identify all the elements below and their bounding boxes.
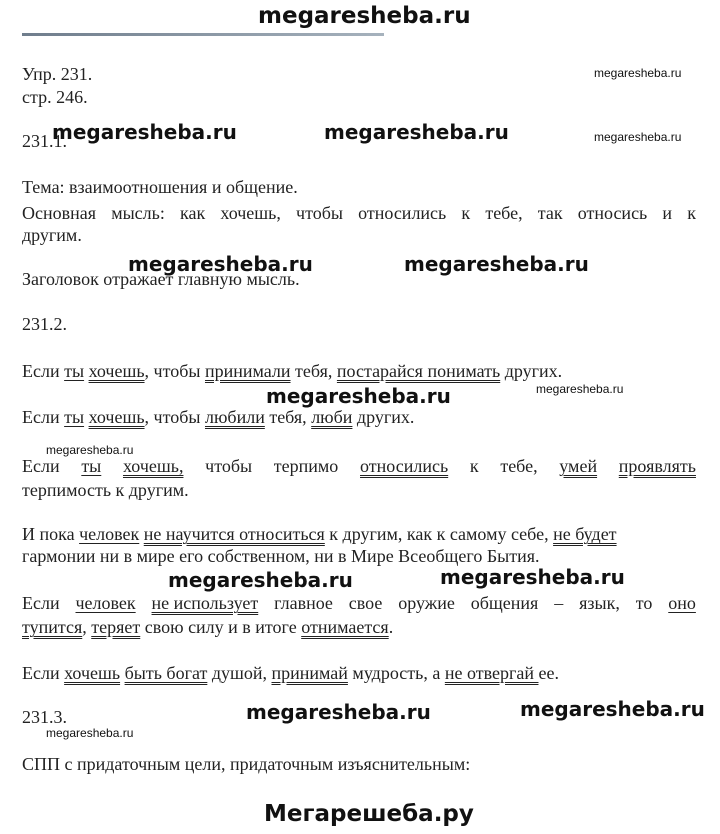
- text: И пока: [22, 524, 80, 544]
- part1-idea-line1: [22, 202, 696, 224]
- exercise-number: Упр. 231.: [22, 64, 93, 84]
- word: относились: [358, 203, 447, 223]
- predicate: хочешь: [88, 361, 145, 381]
- predicate: принимали: [204, 361, 291, 381]
- predicate: теряет: [91, 617, 141, 637]
- word: мысль:: [111, 203, 165, 223]
- word: Если: [22, 593, 60, 613]
- word: терпимо: [273, 456, 339, 476]
- word: главное: [274, 593, 333, 613]
- word: чтобы: [205, 456, 253, 476]
- sentence-5-line1: [22, 592, 696, 614]
- predicate: хочешь,: [122, 456, 184, 476]
- watermark-small: megaresheba.ru: [46, 443, 134, 457]
- sentence-3-line2: терпимость к другим.: [22, 480, 189, 500]
- watermark: megaresheba.ru: [128, 252, 313, 276]
- predicate: не использует: [151, 593, 259, 613]
- word: Основная: [22, 203, 97, 223]
- site-footer-title: Мегарешеба.ру: [264, 801, 474, 827]
- text: тебя,: [264, 407, 312, 427]
- predicate: хочешь: [64, 663, 121, 683]
- part2-label: 231.2.: [22, 314, 67, 334]
- text: , чтобы: [144, 407, 205, 427]
- watermark: megaresheba.ru: [440, 565, 625, 589]
- word: к: [461, 203, 471, 223]
- word: тебе,: [500, 456, 538, 476]
- watermark: megaresheba.ru: [324, 120, 509, 144]
- sentence-3-line1: [22, 455, 696, 477]
- word: хочешь,: [220, 203, 281, 223]
- word: Если: [22, 456, 60, 476]
- sentence-1: [22, 360, 562, 382]
- predicate: относились: [360, 456, 449, 476]
- predicate: умей: [559, 456, 598, 476]
- predicate: любили: [204, 407, 265, 427]
- text: других.: [352, 407, 415, 427]
- word: к: [469, 456, 479, 476]
- watermark: megaresheba.ru: [520, 697, 705, 721]
- part1-theme: Тема: взаимоотношения и общение.: [22, 177, 298, 197]
- predicate: не отвергай: [444, 663, 539, 683]
- text: свою силу и в итоге: [140, 617, 302, 637]
- text: ,: [82, 617, 92, 637]
- sentence-2: [22, 406, 414, 428]
- sentence-5-line2: [22, 616, 393, 638]
- word: как: [180, 203, 206, 223]
- text: к другим, как к самому себе,: [324, 524, 554, 544]
- watermark: megaresheba.ru: [404, 252, 589, 276]
- header-divider: [22, 33, 384, 36]
- watermark: megaresheba.ru: [52, 120, 237, 144]
- watermark: megaresheba.ru: [168, 568, 353, 592]
- site-header-title: megaresheba.ru: [258, 3, 471, 29]
- word: свое: [348, 593, 383, 613]
- word: общения: [470, 593, 539, 613]
- subject: человек: [79, 524, 140, 544]
- exercise-page: стр. 246.: [22, 87, 88, 107]
- watermark-small: megaresheba.ru: [594, 130, 682, 144]
- word: оружие: [398, 593, 455, 613]
- text: Если: [22, 407, 65, 427]
- text: , чтобы: [144, 361, 205, 381]
- watermark: megaresheba.ru: [266, 384, 451, 408]
- predicate: быть богат: [124, 663, 208, 683]
- predicate: принимай: [271, 663, 348, 683]
- word: чтобы: [296, 203, 343, 223]
- word: к: [687, 203, 696, 223]
- subject: человек: [75, 593, 136, 613]
- watermark-small: megaresheba.ru: [46, 726, 134, 740]
- text: ее.: [538, 663, 559, 683]
- predicate: отнимается: [301, 617, 389, 637]
- word: относись: [577, 203, 648, 223]
- predicate: не будет: [553, 524, 617, 544]
- part1-title-note: Заголовок отражает главную мысль.: [22, 269, 300, 289]
- predicate: хочешь: [88, 407, 145, 427]
- predicate: проявлять: [618, 456, 696, 476]
- word: то: [635, 593, 653, 613]
- predicate: люби: [311, 407, 353, 427]
- part3-text: СПП с придаточным цели, придаточным изъяснительным:: [22, 754, 471, 774]
- watermark-small: megaresheba.ru: [536, 382, 624, 396]
- part3-label: 231.3.: [22, 707, 67, 727]
- sentence-4-line2: гармонии ни в мире его собственном, ни в Мире Всеобщего Бытия.: [22, 546, 540, 566]
- text: других.: [500, 361, 563, 381]
- word: тебе,: [485, 203, 523, 223]
- predicate: постарайся понимать: [336, 361, 501, 381]
- word: и: [662, 203, 673, 223]
- text: .: [388, 617, 394, 637]
- predicate: тупится: [22, 617, 83, 637]
- word: –: [554, 593, 564, 613]
- part1-label: 231.1.: [22, 131, 67, 151]
- subject: ты: [64, 407, 85, 427]
- watermark-small: megaresheba.ru: [594, 66, 682, 80]
- text: душой,: [207, 663, 272, 683]
- subject: ты: [64, 361, 85, 381]
- text: Если: [22, 361, 65, 381]
- sentence-6: [22, 662, 559, 684]
- text: тебя,: [290, 361, 337, 381]
- text: мудрость, а: [347, 663, 445, 683]
- watermark: megaresheba.ru: [246, 700, 431, 724]
- sentence-4-line1: [22, 523, 617, 545]
- subject: ты: [81, 456, 102, 476]
- word: так: [537, 203, 563, 223]
- subject: оно: [668, 593, 696, 613]
- predicate: не научится относиться: [143, 524, 325, 544]
- text: Если: [22, 663, 65, 683]
- part1-idea-line2: другим.: [22, 225, 82, 245]
- word: язык,: [579, 593, 620, 613]
